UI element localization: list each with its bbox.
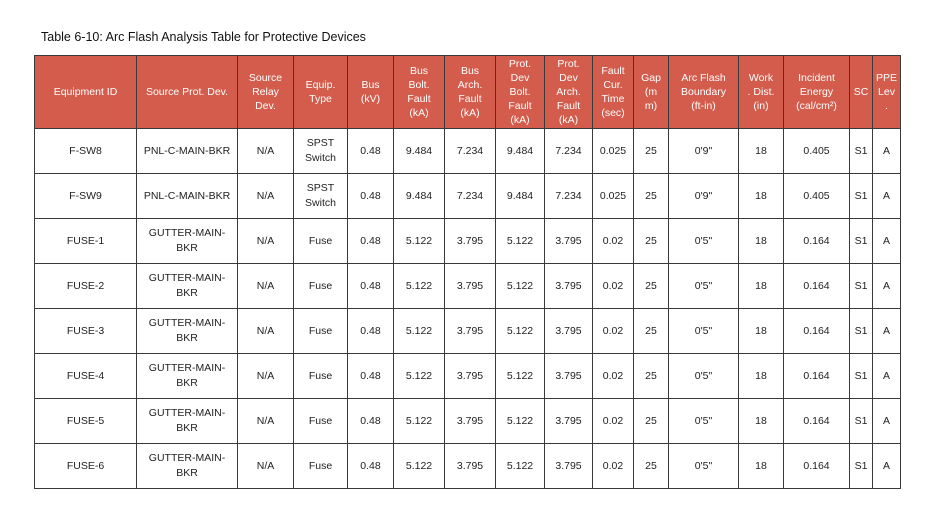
sc-cell: S1 xyxy=(850,219,873,264)
sc-cell: S1 xyxy=(850,174,873,219)
prot-dev-arch-fault-cell: 3.795 xyxy=(545,219,593,264)
header-source-prot-dev: Source Prot. Dev. xyxy=(137,56,238,129)
equipment-id-cell: FUSE-1 xyxy=(35,219,137,264)
work-dist-cell: 18 xyxy=(739,264,784,309)
prot-dev-bolt-fault-cell: 9.484 xyxy=(496,129,545,174)
fault-cur-time-cell: 0.025 xyxy=(593,174,634,219)
bus-bolt-fault-cell: 5.122 xyxy=(394,219,445,264)
incident-energy-cell: 0.164 xyxy=(784,219,850,264)
gap-cell: 25 xyxy=(634,264,669,309)
arc-flash-boundary-cell: 0'5" xyxy=(669,264,739,309)
arc-flash-boundary-cell: 0'5" xyxy=(669,354,739,399)
bus-arch-fault-cell: 3.795 xyxy=(445,399,496,444)
equip-type-cell: Fuse xyxy=(294,264,348,309)
source-relay-dev-cell: N/A xyxy=(238,264,294,309)
header-fault-cur-time: Fault Cur. Time (sec) xyxy=(593,56,634,129)
equip-type-cell: SPST Switch xyxy=(294,129,348,174)
header-bus-arch-fault: Bus Arch. Fault (kA) xyxy=(445,56,496,129)
incident-energy-cell: 0.405 xyxy=(784,129,850,174)
table-row xyxy=(35,354,901,399)
equip-type-cell: Fuse xyxy=(294,354,348,399)
prot-dev-arch-fault-cell: 3.795 xyxy=(545,309,593,354)
arc-flash-boundary-cell: 0'5" xyxy=(669,219,739,264)
header-ppe-level: PPE Lev . xyxy=(873,56,901,129)
equipment-id-cell: FUSE-3 xyxy=(35,309,137,354)
source-relay-dev-cell: N/A xyxy=(238,129,294,174)
gap-cell: 25 xyxy=(634,354,669,399)
table-row xyxy=(35,444,901,489)
bus-kv-cell: 0.48 xyxy=(348,309,394,354)
source-relay-dev-cell: N/A xyxy=(238,444,294,489)
header-bus-bolt-fault: Bus Bolt. Fault (kA) xyxy=(394,56,445,129)
source-prot-dev-cell: GUTTER-MAIN- BKR xyxy=(137,264,238,309)
bus-bolt-fault-cell: 5.122 xyxy=(394,354,445,399)
ppe-level-cell: A xyxy=(873,444,901,489)
table-row xyxy=(35,309,901,354)
sc-cell: S1 xyxy=(850,309,873,354)
equip-type-cell: SPST Switch xyxy=(294,174,348,219)
header-work-dist: Work . Dist. (in) xyxy=(739,56,784,129)
work-dist-cell: 18 xyxy=(739,444,784,489)
arc-flash-boundary-cell: 0'9" xyxy=(669,129,739,174)
bus-kv-cell: 0.48 xyxy=(348,264,394,309)
arc-flash-boundary-cell: 0'5" xyxy=(669,444,739,489)
sc-cell: S1 xyxy=(850,264,873,309)
equipment-id-cell: FUSE-2 xyxy=(35,264,137,309)
gap-cell: 25 xyxy=(634,399,669,444)
bus-arch-fault-cell: 7.234 xyxy=(445,129,496,174)
fault-cur-time-cell: 0.025 xyxy=(593,129,634,174)
gap-cell: 25 xyxy=(634,309,669,354)
bus-bolt-fault-cell: 5.122 xyxy=(394,264,445,309)
source-prot-dev-cell: PNL-C-MAIN-BKR xyxy=(137,174,238,219)
gap-cell: 25 xyxy=(634,444,669,489)
incident-energy-cell: 0.164 xyxy=(784,399,850,444)
fault-cur-time-cell: 0.02 xyxy=(593,444,634,489)
equip-type-cell: Fuse xyxy=(294,399,348,444)
incident-energy-cell: 0.164 xyxy=(784,444,850,489)
header-equipment-id: Equipment ID xyxy=(35,56,137,129)
source-prot-dev-cell: PNL-C-MAIN-BKR xyxy=(137,129,238,174)
prot-dev-arch-fault-cell: 3.795 xyxy=(545,444,593,489)
bus-bolt-fault-cell: 9.484 xyxy=(394,174,445,219)
incident-energy-cell: 0.164 xyxy=(784,264,850,309)
ppe-level-cell: A xyxy=(873,264,901,309)
bus-kv-cell: 0.48 xyxy=(348,219,394,264)
header-row xyxy=(35,56,901,129)
table-row xyxy=(35,129,901,174)
header-prot-dev-bolt-fault: Prot. Dev Bolt. Fault (kA) xyxy=(496,56,545,129)
ppe-level-cell: A xyxy=(873,354,901,399)
header-incident-energy: Incident Energy (cal/cm²) xyxy=(784,56,850,129)
bus-kv-cell: 0.48 xyxy=(348,129,394,174)
sc-cell: S1 xyxy=(850,354,873,399)
fault-cur-time-cell: 0.02 xyxy=(593,309,634,354)
work-dist-cell: 18 xyxy=(739,354,784,399)
ppe-level-cell: A xyxy=(873,129,901,174)
source-prot-dev-cell: GUTTER-MAIN- BKR xyxy=(137,444,238,489)
equip-type-cell: Fuse xyxy=(294,219,348,264)
work-dist-cell: 18 xyxy=(739,219,784,264)
prot-dev-arch-fault-cell: 7.234 xyxy=(545,129,593,174)
source-prot-dev-cell: GUTTER-MAIN- BKR xyxy=(137,399,238,444)
prot-dev-bolt-fault-cell: 9.484 xyxy=(496,174,545,219)
fault-cur-time-cell: 0.02 xyxy=(593,354,634,399)
bus-arch-fault-cell: 3.795 xyxy=(445,264,496,309)
work-dist-cell: 18 xyxy=(739,129,784,174)
bus-arch-fault-cell: 3.795 xyxy=(445,444,496,489)
bus-bolt-fault-cell: 5.122 xyxy=(394,399,445,444)
sc-cell: S1 xyxy=(850,129,873,174)
work-dist-cell: 18 xyxy=(739,309,784,354)
work-dist-cell: 18 xyxy=(739,399,784,444)
header-equip-type: Equip. Type xyxy=(294,56,348,129)
fault-cur-time-cell: 0.02 xyxy=(593,399,634,444)
equip-type-cell: Fuse xyxy=(294,309,348,354)
prot-dev-bolt-fault-cell: 5.122 xyxy=(496,444,545,489)
header-source-relay-dev: Source Relay Dev. xyxy=(238,56,294,129)
sc-cell: S1 xyxy=(850,399,873,444)
bus-kv-cell: 0.48 xyxy=(348,354,394,399)
equipment-id-cell: F-SW8 xyxy=(35,129,137,174)
incident-energy-cell: 0.164 xyxy=(784,309,850,354)
equip-type-cell: Fuse xyxy=(294,444,348,489)
arc-flash-boundary-cell: 0'5" xyxy=(669,309,739,354)
fault-cur-time-cell: 0.02 xyxy=(593,219,634,264)
source-prot-dev-cell: GUTTER-MAIN- BKR xyxy=(137,354,238,399)
bus-arch-fault-cell: 3.795 xyxy=(445,354,496,399)
sc-cell: S1 xyxy=(850,444,873,489)
table-row xyxy=(35,219,901,264)
bus-arch-fault-cell: 3.795 xyxy=(445,309,496,354)
prot-dev-arch-fault-cell: 3.795 xyxy=(545,264,593,309)
ppe-level-cell: A xyxy=(873,309,901,354)
source-relay-dev-cell: N/A xyxy=(238,354,294,399)
prot-dev-arch-fault-cell: 7.234 xyxy=(545,174,593,219)
bus-bolt-fault-cell: 9.484 xyxy=(394,129,445,174)
arc-flash-boundary-cell: 0'5" xyxy=(669,399,739,444)
incident-energy-cell: 0.405 xyxy=(784,174,850,219)
table-row xyxy=(35,174,901,219)
bus-arch-fault-cell: 7.234 xyxy=(445,174,496,219)
table-row xyxy=(35,399,901,444)
ppe-level-cell: A xyxy=(873,399,901,444)
table-body xyxy=(35,129,901,489)
header-bus-kv: Bus (kV) xyxy=(348,56,394,129)
header-prot-dev-arch-fault: Prot. Dev Arch. Fault (kA) xyxy=(545,56,593,129)
prot-dev-bolt-fault-cell: 5.122 xyxy=(496,264,545,309)
equipment-id-cell: FUSE-4 xyxy=(35,354,137,399)
bus-bolt-fault-cell: 5.122 xyxy=(394,309,445,354)
source-prot-dev-cell: GUTTER-MAIN- BKR xyxy=(137,309,238,354)
fault-cur-time-cell: 0.02 xyxy=(593,264,634,309)
ppe-level-cell: A xyxy=(873,219,901,264)
gap-cell: 25 xyxy=(634,219,669,264)
bus-bolt-fault-cell: 5.122 xyxy=(394,444,445,489)
prot-dev-arch-fault-cell: 3.795 xyxy=(545,354,593,399)
work-dist-cell: 18 xyxy=(739,174,784,219)
gap-cell: 25 xyxy=(634,129,669,174)
source-relay-dev-cell: N/A xyxy=(238,174,294,219)
prot-dev-bolt-fault-cell: 5.122 xyxy=(496,354,545,399)
arc-flash-table xyxy=(34,55,901,489)
bus-kv-cell: 0.48 xyxy=(348,444,394,489)
header-gap: Gap (m m) xyxy=(634,56,669,129)
equipment-id-cell: FUSE-5 xyxy=(35,399,137,444)
prot-dev-bolt-fault-cell: 5.122 xyxy=(496,219,545,264)
source-relay-dev-cell: N/A xyxy=(238,309,294,354)
gap-cell: 25 xyxy=(634,174,669,219)
incident-energy-cell: 0.164 xyxy=(784,354,850,399)
equipment-id-cell: F-SW9 xyxy=(35,174,137,219)
ppe-level-cell: A xyxy=(873,174,901,219)
source-relay-dev-cell: N/A xyxy=(238,219,294,264)
table-header xyxy=(35,56,901,129)
bus-kv-cell: 0.48 xyxy=(348,174,394,219)
source-prot-dev-cell: GUTTER-MAIN- BKR xyxy=(137,219,238,264)
bus-kv-cell: 0.48 xyxy=(348,399,394,444)
source-relay-dev-cell: N/A xyxy=(238,399,294,444)
header-sc: SC xyxy=(850,56,873,129)
table-row xyxy=(35,264,901,309)
table-caption: Table 6-10: Arc Flash Analysis Table for Protective Devices xyxy=(41,30,366,44)
prot-dev-bolt-fault-cell: 5.122 xyxy=(496,309,545,354)
equipment-id-cell: FUSE-6 xyxy=(35,444,137,489)
bus-arch-fault-cell: 3.795 xyxy=(445,219,496,264)
header-arc-flash-boundary: Arc Flash Boundary (ft-in) xyxy=(669,56,739,129)
prot-dev-arch-fault-cell: 3.795 xyxy=(545,399,593,444)
arc-flash-boundary-cell: 0'9" xyxy=(669,174,739,219)
prot-dev-bolt-fault-cell: 5.122 xyxy=(496,399,545,444)
